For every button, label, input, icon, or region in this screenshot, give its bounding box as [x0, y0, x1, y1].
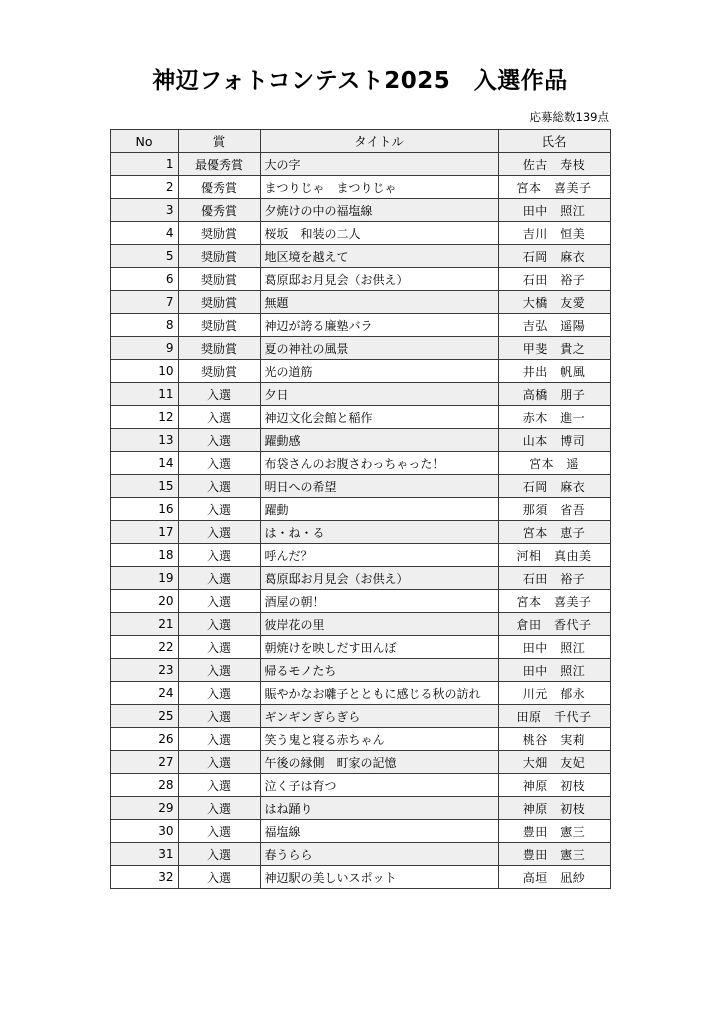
table-row	[110, 222, 610, 245]
cell-award: 奨励賞	[178, 314, 260, 337]
cell-no: 12	[110, 406, 178, 429]
cell-title: 彼岸花の里	[260, 613, 498, 636]
cell-no: 4	[110, 222, 178, 245]
cell-no: 1	[110, 153, 178, 176]
cell-name: 田原 千代子	[498, 705, 610, 728]
cell-award: 入選	[178, 820, 260, 843]
table-row	[110, 199, 610, 222]
cell-no: 7	[110, 291, 178, 314]
table-row	[110, 659, 610, 682]
cell-award: 入選	[178, 613, 260, 636]
table-row	[110, 567, 610, 590]
cell-name: 石田 裕子	[498, 268, 610, 291]
cell-award: 入選	[178, 498, 260, 521]
column-header-award: 賞	[178, 130, 260, 153]
cell-no: 21	[110, 613, 178, 636]
table-row	[110, 291, 610, 314]
cell-name: 河相 真由美	[498, 544, 610, 567]
cell-award: 優秀賞	[178, 176, 260, 199]
cell-name: 倉田 香代子	[498, 613, 610, 636]
cell-award: 奨励賞	[178, 337, 260, 360]
cell-award: 奨励賞	[178, 245, 260, 268]
column-header-no: No	[110, 130, 178, 153]
cell-title: 春うらら	[260, 843, 498, 866]
cell-no: 25	[110, 705, 178, 728]
cell-no: 11	[110, 383, 178, 406]
cell-no: 17	[110, 521, 178, 544]
cell-name: 宮本 喜美子	[498, 590, 610, 613]
cell-name: 石岡 麻衣	[498, 245, 610, 268]
cell-no: 26	[110, 728, 178, 751]
cell-title: 葛原邸お月見会（お供え）	[260, 567, 498, 590]
cell-no: 2	[110, 176, 178, 199]
cell-name: 豊田 憲三	[498, 820, 610, 843]
cell-no: 24	[110, 682, 178, 705]
table-row	[110, 682, 610, 705]
table-row	[110, 843, 610, 866]
table-row	[110, 475, 610, 498]
cell-name: 豊田 憲三	[498, 843, 610, 866]
cell-name: 吉川 恒美	[498, 222, 610, 245]
cell-title: 泣く子は育つ	[260, 774, 498, 797]
cell-title: 夕日	[260, 383, 498, 406]
cell-title: 明日への希望	[260, 475, 498, 498]
cell-name: 神原 初枝	[498, 797, 610, 820]
cell-title: 酒屋の朝！	[260, 590, 498, 613]
cell-award: 入選	[178, 383, 260, 406]
cell-title: 光の道筋	[260, 360, 498, 383]
cell-title: 桜坂 和装の二人	[260, 222, 498, 245]
award-results-table	[110, 129, 611, 889]
cell-no: 13	[110, 429, 178, 452]
table-row	[110, 268, 610, 291]
table-row	[110, 498, 610, 521]
cell-award: 入選	[178, 774, 260, 797]
table-row	[110, 751, 610, 774]
cell-name: 田中 照江	[498, 636, 610, 659]
cell-no: 10	[110, 360, 178, 383]
cell-award: 入選	[178, 866, 260, 889]
cell-title: 神辺駅の美しいスポット	[260, 866, 498, 889]
cell-title: 地区境を越えて	[260, 245, 498, 268]
entry-count-note: 応募総数139点	[529, 110, 609, 124]
cell-title: は・ね・る	[260, 521, 498, 544]
table-row	[110, 406, 610, 429]
cell-no: 27	[110, 751, 178, 774]
cell-award: 入選	[178, 544, 260, 567]
table-row	[110, 314, 610, 337]
cell-award: 優秀賞	[178, 199, 260, 222]
cell-award: 入選	[178, 521, 260, 544]
table-row	[110, 728, 610, 751]
cell-title: 笑う鬼と寝る赤ちゃん	[260, 728, 498, 751]
cell-no: 9	[110, 337, 178, 360]
cell-no: 14	[110, 452, 178, 475]
table-row	[110, 590, 610, 613]
document-page	[0, 62, 720, 1022]
cell-name: 神原 初枝	[498, 774, 610, 797]
cell-award: 入選	[178, 751, 260, 774]
cell-title: 朝焼けを映しだす田んぼ	[260, 636, 498, 659]
cell-name: 宮本 喜美子	[498, 176, 610, 199]
cell-title: 呼んだ？	[260, 544, 498, 567]
cell-name: 赤木 進一	[498, 406, 610, 429]
cell-name: 吉弘 遥陽	[498, 314, 610, 337]
cell-name: 石田 裕子	[498, 567, 610, 590]
cell-name: 田中 照江	[498, 659, 610, 682]
table-row	[110, 613, 610, 636]
cell-no: 8	[110, 314, 178, 337]
cell-title: 躍動感	[260, 429, 498, 452]
cell-award: 奨励賞	[178, 222, 260, 245]
table-row	[110, 176, 610, 199]
cell-award: 入選	[178, 843, 260, 866]
table-row	[110, 866, 610, 889]
table-row	[110, 245, 610, 268]
cell-award: 奨励賞	[178, 360, 260, 383]
cell-award: 入選	[178, 452, 260, 475]
cell-no: 22	[110, 636, 178, 659]
cell-no: 3	[110, 199, 178, 222]
table-row	[110, 383, 610, 406]
cell-award: 奨励賞	[178, 291, 260, 314]
cell-name: 甲斐 貴之	[498, 337, 610, 360]
table-row	[110, 820, 610, 843]
cell-name: 桃谷 実莉	[498, 728, 610, 751]
cell-title: はね踊り	[260, 797, 498, 820]
cell-award: 入選	[178, 475, 260, 498]
cell-award: 入選	[178, 659, 260, 682]
table-row	[110, 705, 610, 728]
cell-name: 田中 照江	[498, 199, 610, 222]
cell-no: 18	[110, 544, 178, 567]
table-row	[110, 452, 610, 475]
cell-title: 布袋さんのお腹さわっちゃった！	[260, 452, 498, 475]
cell-title: まつりじゃ まつりじゃ	[260, 176, 498, 199]
table-row	[110, 521, 610, 544]
cell-title: 夕焼けの中の福塩線	[260, 199, 498, 222]
cell-title: 夏の神社の風景	[260, 337, 498, 360]
table-row	[110, 636, 610, 659]
cell-no: 31	[110, 843, 178, 866]
table-body	[110, 153, 610, 889]
cell-no: 32	[110, 866, 178, 889]
cell-name: 井出 帆風	[498, 360, 610, 383]
cell-name: 川元 郁永	[498, 682, 610, 705]
cell-title: 午後の縁側 町家の記憶	[260, 751, 498, 774]
cell-no: 19	[110, 567, 178, 590]
cell-name: 山本 博司	[498, 429, 610, 452]
cell-title: 神辺が誇る廉塾バラ	[260, 314, 498, 337]
column-header-title: タイトル	[260, 130, 498, 153]
cell-award: 入選	[178, 705, 260, 728]
table-header-row	[110, 130, 610, 153]
cell-no: 20	[110, 590, 178, 613]
cell-award: 入選	[178, 636, 260, 659]
page-title: 神辺フォトコンテスト2025 入選作品	[152, 68, 568, 94]
cell-no: 15	[110, 475, 178, 498]
cell-name: 宮本 遥	[498, 452, 610, 475]
cell-award: 入選	[178, 797, 260, 820]
table-row	[110, 797, 610, 820]
cell-title: 賑やかなお囃子とともに感じる秋の訪れ	[260, 682, 498, 705]
cell-no: 16	[110, 498, 178, 521]
table-row	[110, 429, 610, 452]
cell-award: 奨励賞	[178, 268, 260, 291]
cell-title: 無題	[260, 291, 498, 314]
cell-award: 入選	[178, 406, 260, 429]
cell-name: 高垣 凪紗	[498, 866, 610, 889]
cell-title: 葛原邸お月見会（お供え）	[260, 268, 498, 291]
cell-name: 宮本 恵子	[498, 521, 610, 544]
cell-name: 佐古 寿枝	[498, 153, 610, 176]
cell-title: 躍動	[260, 498, 498, 521]
cell-no: 29	[110, 797, 178, 820]
cell-title: 神辺文化会館と稲作	[260, 406, 498, 429]
table-row	[110, 153, 610, 176]
cell-title: 大の字	[260, 153, 498, 176]
cell-award: 入選	[178, 429, 260, 452]
cell-title: ギンギンぎらぎら	[260, 705, 498, 728]
cell-award: 入選	[178, 590, 260, 613]
cell-no: 23	[110, 659, 178, 682]
cell-no: 30	[110, 820, 178, 843]
cell-name: 高橋 朋子	[498, 383, 610, 406]
cell-title: 福塩線	[260, 820, 498, 843]
cell-award: 最優秀賞	[178, 153, 260, 176]
table-row	[110, 544, 610, 567]
column-header-name: 氏名	[498, 130, 610, 153]
cell-award: 入選	[178, 567, 260, 590]
cell-no: 5	[110, 245, 178, 268]
cell-title: 帰るモノたち	[260, 659, 498, 682]
cell-no: 28	[110, 774, 178, 797]
cell-no: 6	[110, 268, 178, 291]
table-row	[110, 774, 610, 797]
table-row	[110, 360, 610, 383]
cell-name: 石岡 麻衣	[498, 475, 610, 498]
table-row	[110, 337, 610, 360]
cell-name: 那須 省吾	[498, 498, 610, 521]
cell-name: 大橋 友愛	[498, 291, 610, 314]
cell-award: 入選	[178, 682, 260, 705]
cell-award: 入選	[178, 728, 260, 751]
cell-name: 大畑 友妃	[498, 751, 610, 774]
